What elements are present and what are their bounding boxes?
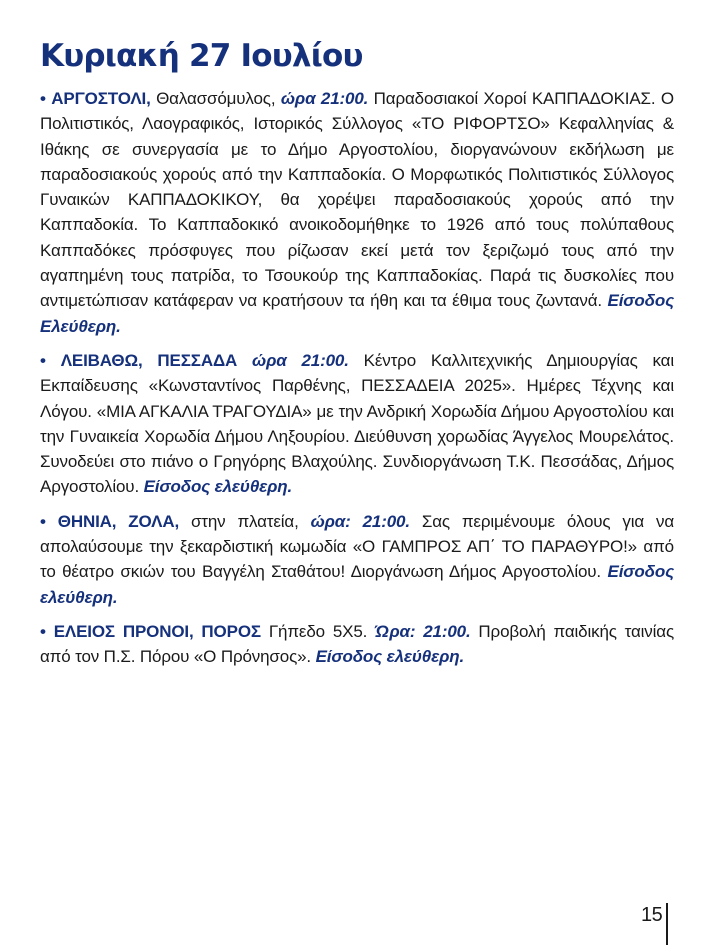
event-entrance: Είσοδος Ελεύθερη. (40, 291, 675, 336)
event-location: ΕΛΕΙΟΣ ΠΡΟΝΟΙ, ΠΟΡΟΣ (53, 621, 261, 641)
event-time: Ώρα: 21:00. (367, 621, 471, 641)
event-time: ώρα 21:00. (237, 350, 349, 370)
event-time: ώρα: 21:00. (298, 511, 410, 531)
event-description: Κέντρο Καλλιτεχνικής Δημιουργίας και Εκπαίδευσης «Κωνσταντίνος Παρθένης, ΠΕΣΣΑΔΕΙΑ 2025». Ημέρες Τέχνης και Λόγου. «ΜΙΑ ΑΓΚΑΛΙΑ ΤΡΑΓΟΥΔΙΑ» με την Ανδρική Χορωδία Δήμου Αργοστολίου και την Γυναικεία Χορωδία Δήμου Ληξουρίου. Διεύθυνση χορωδίας Άγγελος Μουρελάτος. Συνοδεύει στο πιάνο ο Γρηγόρης Βλαχούλης. Συνδιοργάνωση Τ.Κ. Πεσσάδας, Δήμος Αργοστολίου. (40, 350, 674, 497)
bullet-icon: • (40, 89, 46, 108)
event-description: Σας περιμένουμε όλους για να απολαύσουμε την ξεκαρδιστική κωμωδία «Ο ΓΑΜΠΡΟΣ ΑΠ΄ ΤΟ ΠΑΡΑΘΥΡΟ!» από το θέατρο σκιών του Βαγγέλη Σταθάτου! Διοργάνωση Δήμος Αργοστολίου. (40, 511, 674, 582)
event-entrance: Είσοδος ελεύθερη. (139, 477, 293, 497)
event-description: Παραδοσιακοί Χοροί ΚΑΠΠΑΔΟΚΙΑΣ. Ο Πολιτιστικός, Λαογραφικός, Ιστορικός Σύλλογος «ΤΟ ΡΙΦΟΡΤΣΟ» Κεφαλληνίας & Ιθάκης σε συνεργασία με το Δήμο Αργοστολίου, διοργανώνουν εκδήλωση με παραδοσιακούς χορούς από την Καππαδοκία. Ο Μορφωτικός Πολιτιστικός Σύλλογος Γυναικών ΚΑΠΠΑΔΟΚΙΚΟΥ, θα χορέψει παραδοσιακούς χορούς από την Καππαδοκία. Το Καππαδοκικό ανοικοδομήθηκε το 1926 από τους πολύπαθους Καππαδόκες πρόσφυγες που ρίζωσαν εκεί μετά τον ξεριζωμό τους από την αγαπημένη τους πατρίδα, το Τσουκούρ της Καππαδοκίας. Παρά τις δυσκολίες που αντιμετώπισαν κατάφεραν να κρατήσουν τα ήθη και τα έθιμα τους ζωντανά. (40, 89, 675, 311)
event-listing-page (40, 36, 674, 670)
event-entry-eleios-pronoi (40, 619, 674, 670)
event-venue: Θαλασσόμυλος, (150, 89, 276, 108)
event-entry-argostoli (40, 86, 674, 339)
event-location: ΘΗΝΙΑ, ΖΟΛΑ, (57, 511, 180, 531)
event-entrance: Είσοδος ελεύθερη. (311, 647, 465, 667)
page-number: 15 (641, 904, 663, 926)
event-entrance: Είσοδος ελεύθερη. (40, 562, 674, 607)
event-venue: Γήπεδο 5Χ5. (260, 621, 368, 641)
page-title: Κυριακή 27 Ιουλίου (40, 38, 363, 74)
event-venue: στην πλατεία, (179, 511, 299, 531)
event-description: Προβολή παιδικής ταινίας από τον Π.Σ. Πόρου «Ο Πρόνησος». (40, 621, 674, 667)
event-entry-thinia (40, 509, 674, 610)
event-location: ΑΡΓΟΣΤΟΛΙ, (51, 89, 151, 108)
event-location: ΛΕΙΒΑΘΩ, ΠΕΣΣΑΔΑ (60, 350, 238, 370)
page-number-rule (666, 903, 668, 945)
bullet-icon: • (40, 511, 46, 531)
event-time: ώρα 21:00. (275, 89, 369, 108)
event-entry-leivatho (40, 348, 674, 500)
bullet-icon: • (40, 621, 46, 641)
bullet-icon: • (40, 350, 46, 370)
